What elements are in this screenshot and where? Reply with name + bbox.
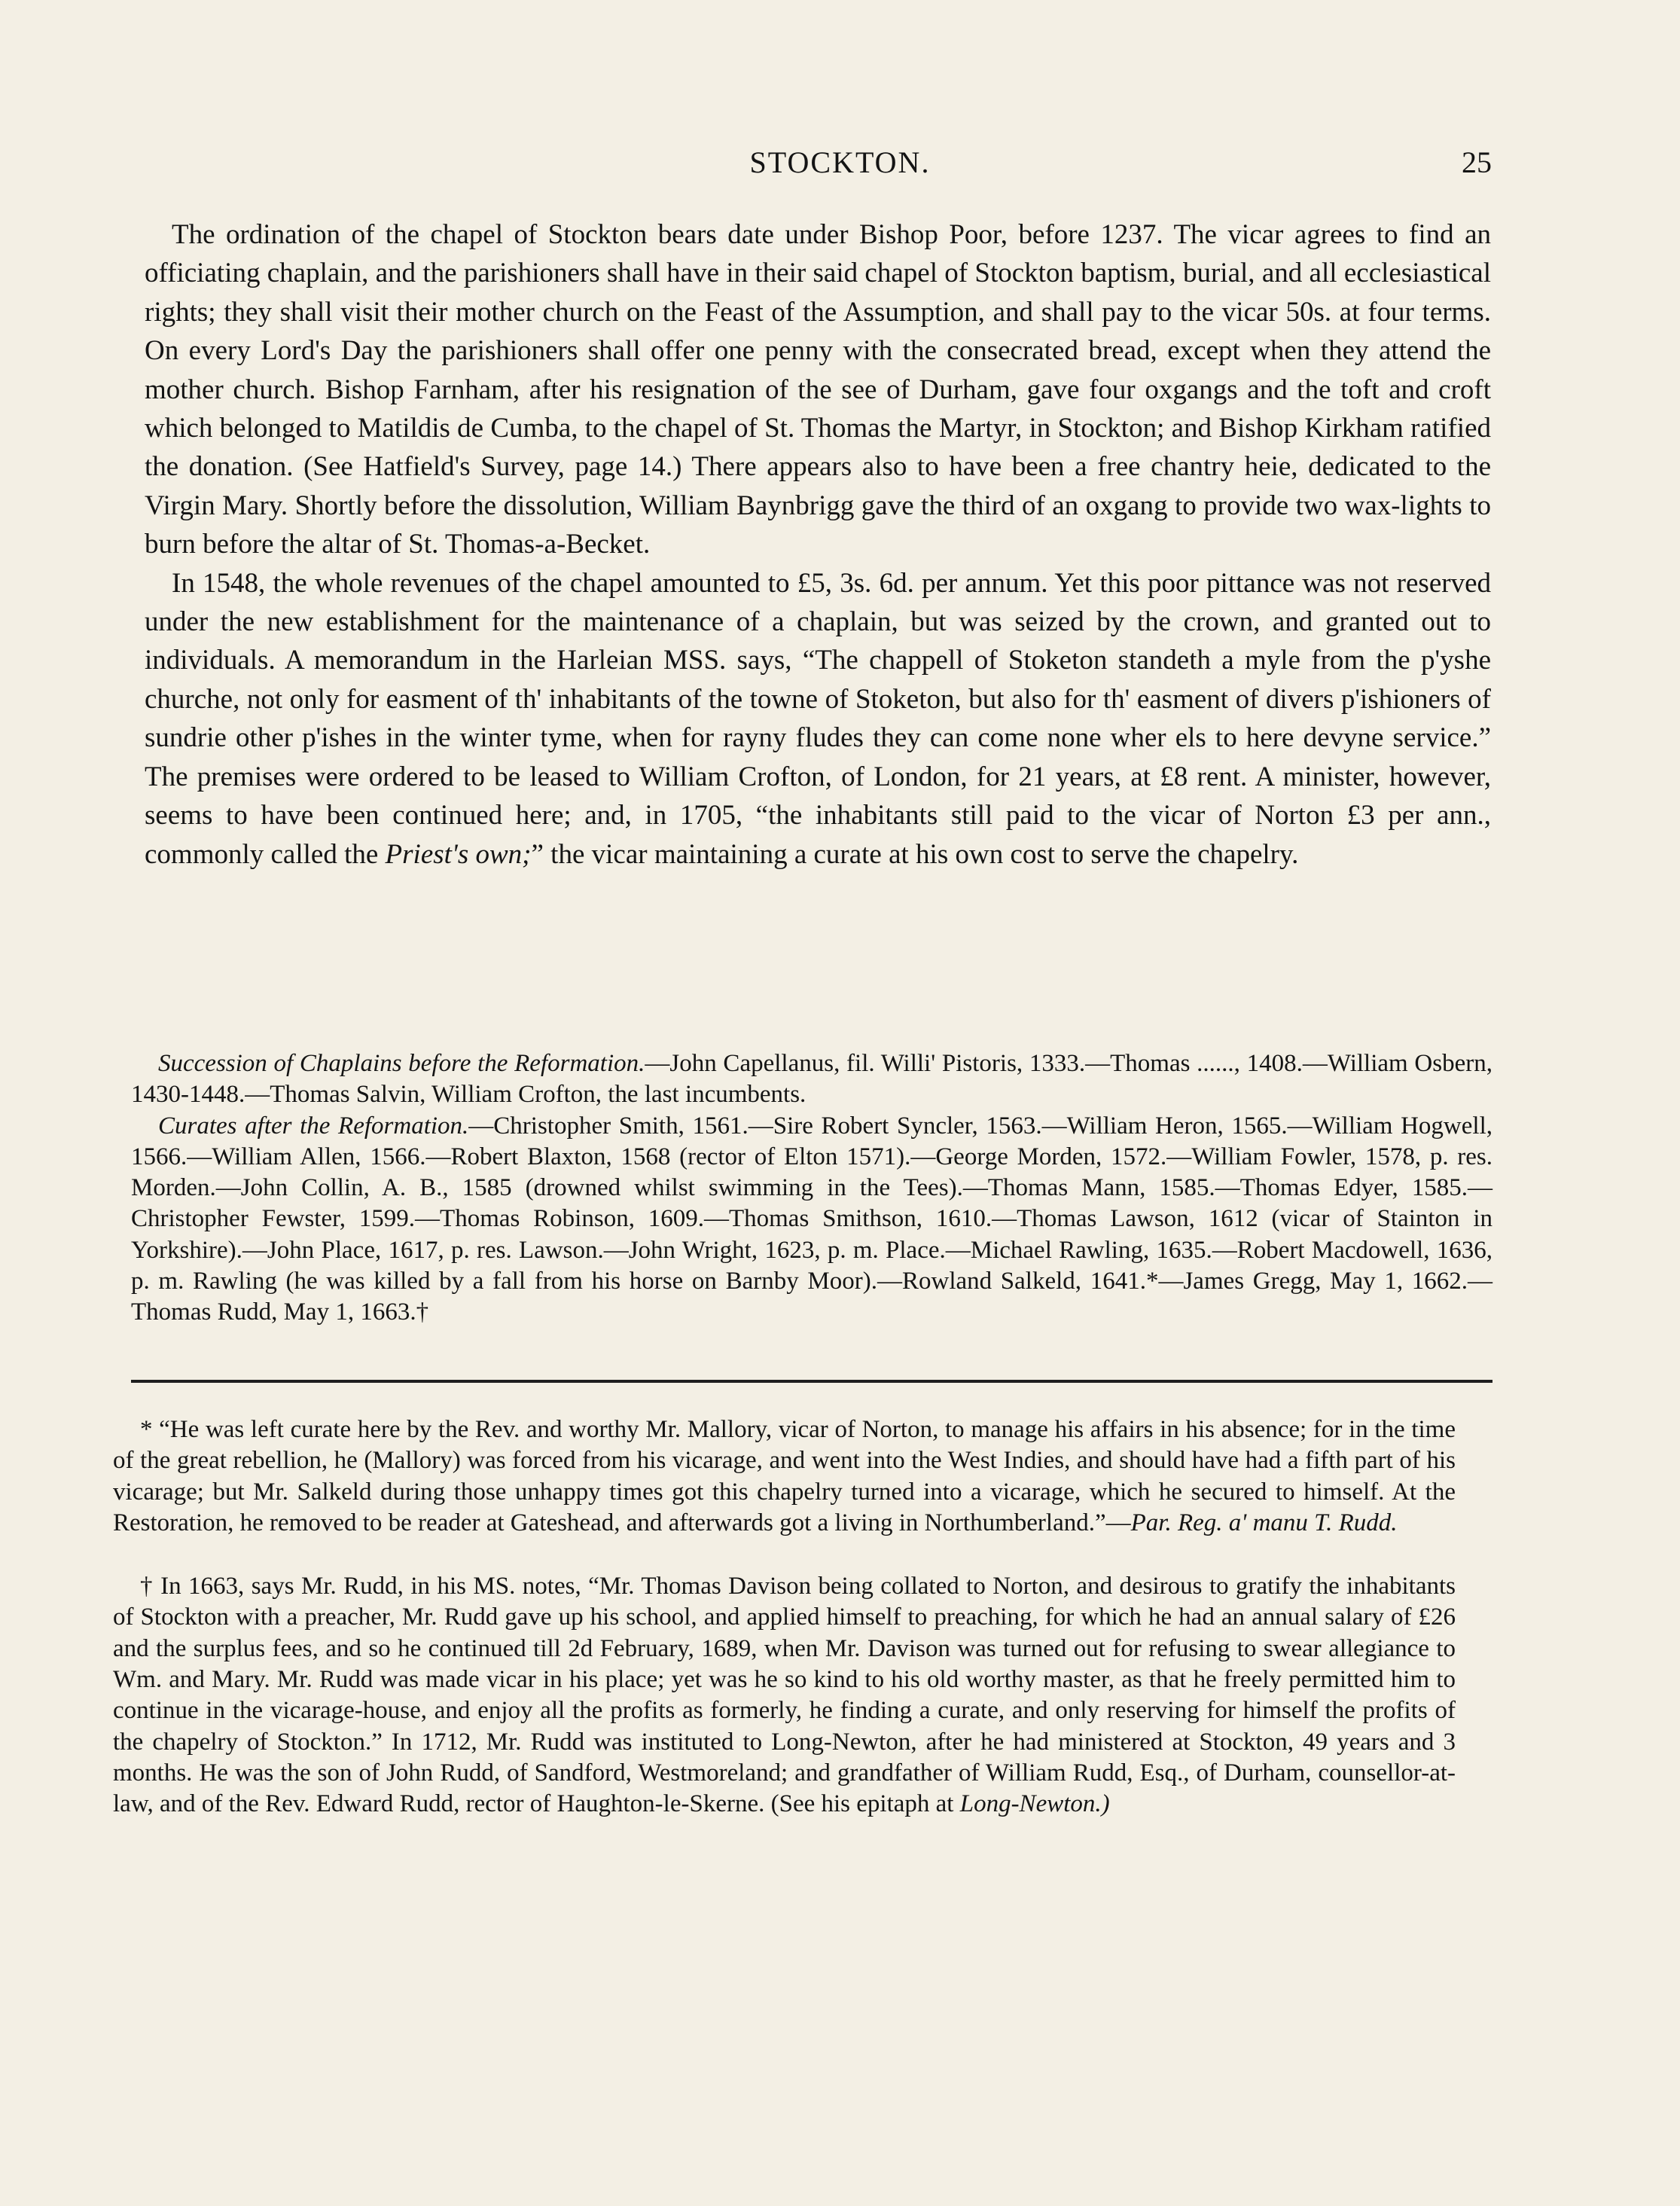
running-head [0, 142, 1680, 184]
footnote-closing: ) [1101, 1790, 1110, 1818]
section-divider [131, 1380, 1492, 1383]
footnote-reference: Long-Newton. [959, 1790, 1102, 1818]
curates-after-reformation [131, 1111, 1492, 1329]
succession-before-reformation [131, 1048, 1492, 1111]
curates-heading: Curates after the Reformation. [158, 1112, 469, 1140]
footnote-dagger [113, 1571, 1456, 1820]
footnote-source: Par. Reg. a' manu T. Rudd. [1130, 1509, 1398, 1536]
footnote-text: * “He was left curate here by the Rev. and worthy Mr. Mallory, vicar of Norton, to manage his affairs in his absence; for in the time of the great rebellion, he (Mallory) was forced from his vicarage, and went into the West Indies, and should have had a fifth part of his vicarage; but Mr. Salkeld during those unhappy times got this chapelry turned into a vicarage, which he secured to himself. At the Restoration, he removed to be reader at Gateshead, and afterwards got a living in Northumberland.”— [113, 1416, 1456, 1536]
succession-list [131, 1048, 1492, 1329]
page-title: STOCKTON. [749, 145, 931, 179]
italic-phrase: Priest's own; [385, 838, 532, 870]
footnotes [113, 1414, 1456, 1820]
paragraph-chapel-revenues [145, 564, 1491, 874]
succession-heading: Succession of Chaplains before the Reformation. [158, 1050, 645, 1077]
page-number: 25 [1462, 145, 1492, 179]
succession-names: —John Capellanus, fil. Willi' Pistoris, 1333.—Thomas ......, 1408.—William Osbern, 1430-1448.—Thomas Salvin, William Crofton, the last incumbents. [131, 1050, 1492, 1109]
paragraph-text: In 1548, the whole revenues of the chapel amounted to £5, 3s. 6d. per annum. Yet this poor pittance was not reserved under the new establishment for the maintenance of a chaplain, but was seized by the crown, and granted out to individuals. A memorandum in the Harleian MSS. says, “The chappell of Stoketon standeth a myle from the p'yshe churche, not only for easment of th' inhabitants of the towne of Stoketon, but also for th' easment of divers p'ishioners of sundrie other p'ishes in the winter tyme, when for rayny fludes they can come none wher els to here devyne service.” The premises were ordered to be leased to William Crofton, of London, for 21 years, at £8 rent. A minister, however, seems to have been continued here; and, in 1705, “the inhabitants still paid to the vicar of Norton £3 per ann., commonly called the [145, 567, 1491, 870]
main-text [145, 215, 1491, 874]
footnote-text: † In 1663, says Mr. Rudd, in his MS. notes, “Mr. Thomas Davison being collated to Norton, and desirous to gratify the inhabitants of Stockton with a preacher, Mr. Rudd gave up his school, and applied himself to preaching, for which he had an annual salary of £26 and the surplus fees, and so he continued till 2d February, 1689, when Mr. Davison was turned out for refusing to swear allegiance to Wm. and Mary. Mr. Rudd was made vicar in his place; yet was he so kind to his old worthy master, as that he freely permitted him to continue in the vicarage-house, and enjoy all the profits as formerly, he finding a curate, and only reserving for himself the profits of the chapelry of Stockton.” In 1712, Mr. Rudd was instituted to Long-Newton, after he had ministered at Stockton, 49 years and 3 months. He was the son of John Rudd, of Sandford, Westmoreland; and grandfather of William Rudd, Esq., of Durham, counsellor-at-law, and of the Rev. Edward Rudd, rector of Haughton-le-Skerne. (See his epitaph at [113, 1573, 1456, 1818]
footnote-asterisk [113, 1414, 1456, 1539]
curates-names: —Christopher Smith, 1561.—Sire Robert Syncler, 1563.—William Heron, 1565.—William Hogwell, 1566.—William Allen, 1566.—Robert Blaxton, 1568 (rector of Elton 1571).—George Morden, 1572.—William Fowler, 1578, p. res. Morden.—John Collin, A. B., 1585 (drowned whilst swimming in the Tees).—Thomas Mann, 1585.—Thomas Edyer, 1585.—Christopher Fewster, 1599.—Thomas Robinson, 1609.—Thomas Smithson, 1610.—Thomas Lawson, 1612 (vicar of Stainton in Yorkshire).—John Place, 1617, p. res. Lawson.—John Wright, 1623, p. m. Place.—Michael Rawling, 1635.—Robert Macdowell, 1636, p. m. Rawling (he was killed by a fall from his horse on Barnby Moor).—Rowland Salkeld, 1641.*—James Gregg, May 1, 1662.—Thomas Rudd, May 1, 1663.† [131, 1112, 1493, 1326]
paragraph-chapel-ordination: The ordination of the chapel of Stockton bears date under Bishop Poor, before 1237. The vicar agrees to find an officiating chaplain, and the parishioners shall have in their said chapel of Stockton baptism, burial, and all ecclesiastical rights; they shall visit their mother church on the Feast of the Assumption, and shall pay to the vicar 50s. at four terms. On every Lord's Day the parishioners shall offer one penny with the consecrated bread, except when they attend the mother church. Bishop Farnham, after his resignation of the see of Durham, gave four oxgangs and the toft and croft which belonged to Matildis de Cumba, to the chapel of St. Thomas the Martyr, in Stockton; and Bishop Kirkham ratified the donation. (See Hatfield's Survey, page 14.) There appears also to have been a free chantry heie, dedicated to the Virgin Mary. Shortly before the dissolution, William Baynbrigg gave the third of an oxgang to provide two wax-lights to burn before the altar of St. Thomas-a-Becket. [145, 219, 1491, 560]
paragraph-text-end: ” the vicar maintaining a curate at his own cost to serve the chapelry. [531, 838, 1299, 870]
